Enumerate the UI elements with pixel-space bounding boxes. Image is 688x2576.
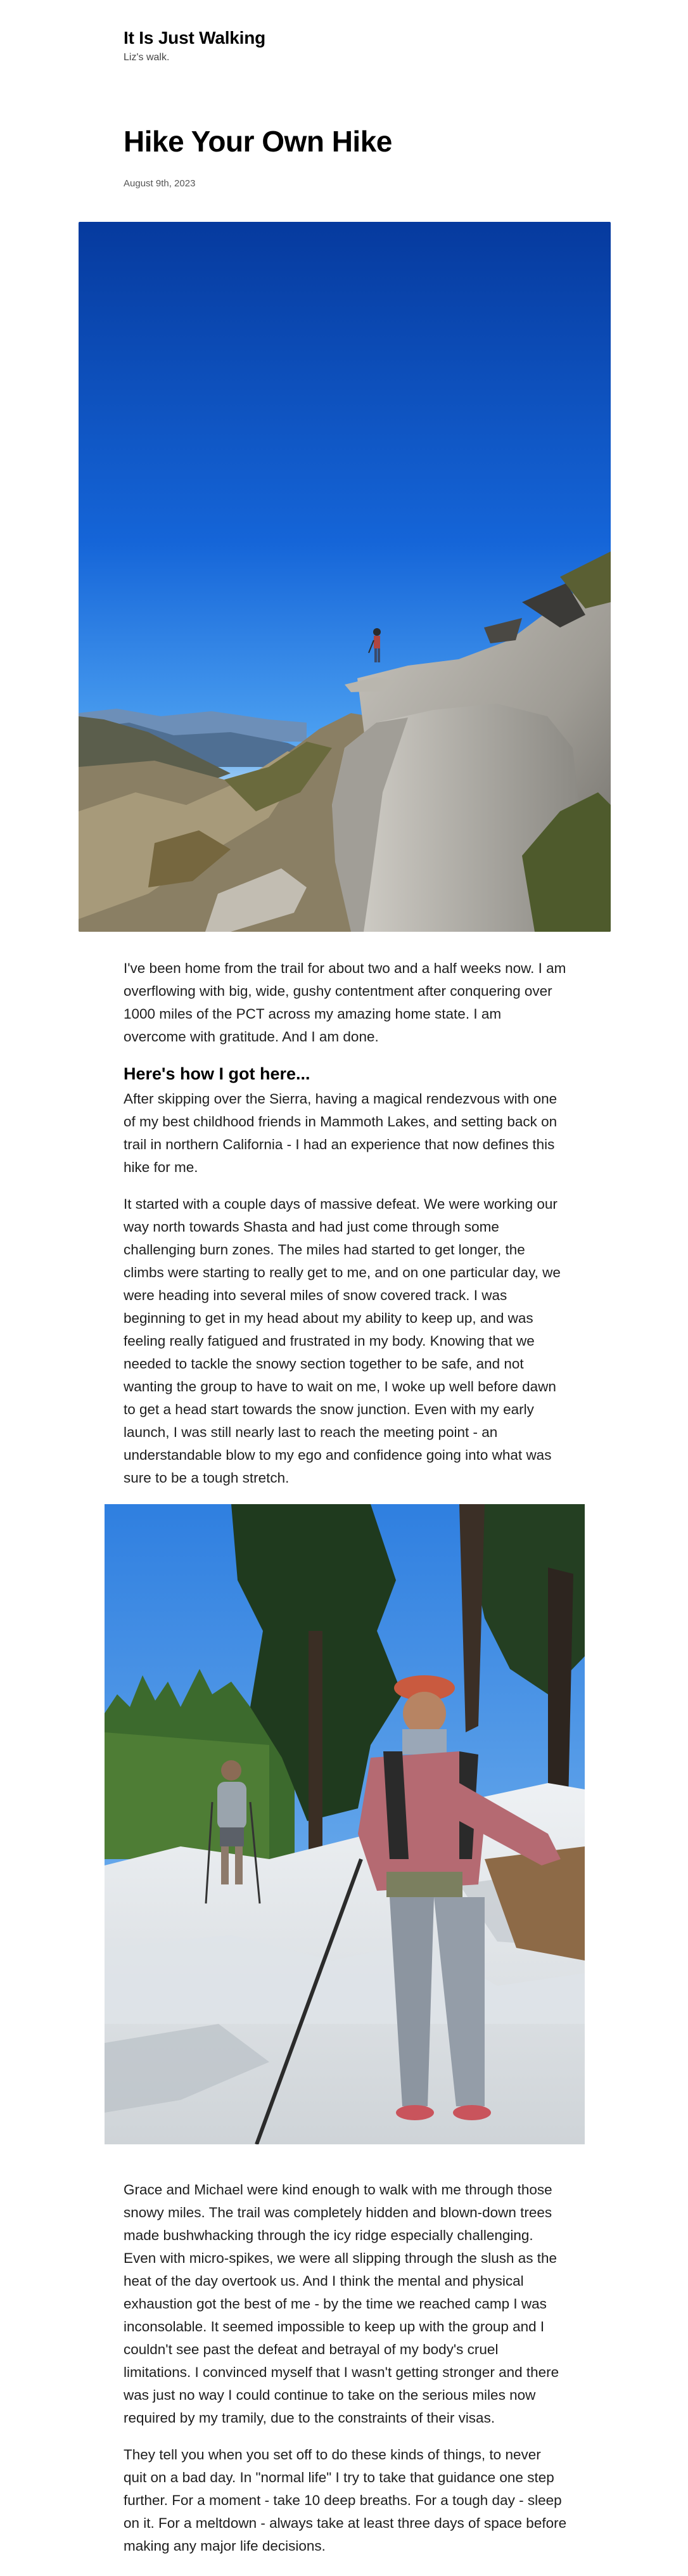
site-title-link[interactable]: It Is Just Walking <box>124 28 266 48</box>
post-date: August 9th, 2023 <box>124 178 196 189</box>
post-title: Hike Your Own Hike <box>124 125 392 158</box>
site-header <box>124 28 265 63</box>
post-paragraph-1: After skipping over the Sierra, having a magical rendezvous with one of my best childhood friends in Mammoth Lakes, and setting back on trail in northern California - I had an experience that now defines this hike for me. <box>124 1091 557 1175</box>
post-paragraph-2: It started with a couple days of massive defeat. We were working our way north towards Shasta and had just come through some challenging burn zones. The miles had started to get longer, the climbs were starting to really get to me, and on one particular day, we were heading into several miles of snow covered track. I was beginning to get in my head about my ability to keep up, and was feeling really fatigued and frustrated in my body. Knowing that we needed to tackle the snowy section together to be safe, and not wanting the group to have to wait on me, I woke up well before dawn to get a head start towards the snow junction. Even with my early launch, I was still nearly last to reach the meeting point - an understandable blow to my ego and confidence going into what was sure to be a tough stretch. <box>124 1196 561 1486</box>
post-paragraph-3: Grace and Michael were kind enough to walk with me through those snowy miles. The trail was completely hidden and blown-down trees made bushwhacking through the icy ridge especially challenging. Even with micro-spikes, we were all slipping through the slush as the heat of the day overtook us. And I think the mental and physical exhaustion got the best of me - by the time we reached camp I was inconsolable. It seemed impossible to keep up with the group and I couldn't see past the defeat and betrayal of my body's cruel limitations. I convinced myself that I wasn't getting stronger and there was just no way I could continue to take on the serious miles now required by my tramily, due to the constraints of their visas. <box>124 2182 559 2426</box>
photo-hikers-in-snow <box>105 1504 585 2144</box>
hero-photo-illustration <box>79 222 611 932</box>
post-body-bottom <box>124 2179 567 2572</box>
post-body-top <box>124 957 567 1504</box>
post-paragraph-4: They tell you when you set off to do these kinds of things, to never quit on a bad day. In "normal life" I try to take that guidance one step further. For a moment - take 10 deep breaths. For a tough day - sleep on it. For a meltdown - always take at least three days of space before making any major life decisions. <box>124 2447 567 2554</box>
section-heading: Here's how I got here... <box>124 1064 310 1083</box>
snow-forest-illustration <box>105 1504 585 2144</box>
post-intro-paragraph: I've been home from the trail for about two and a half weeks now. I am overflowing with big, wide, gushy contentment after conquering over 1000 miles of the PCT across my amazing home state. I am overcome with gratitude. And I am done. <box>124 960 566 1045</box>
site-description: Liz's walk. <box>124 52 170 63</box>
hero-photo-hiker-on-summit <box>79 222 611 932</box>
